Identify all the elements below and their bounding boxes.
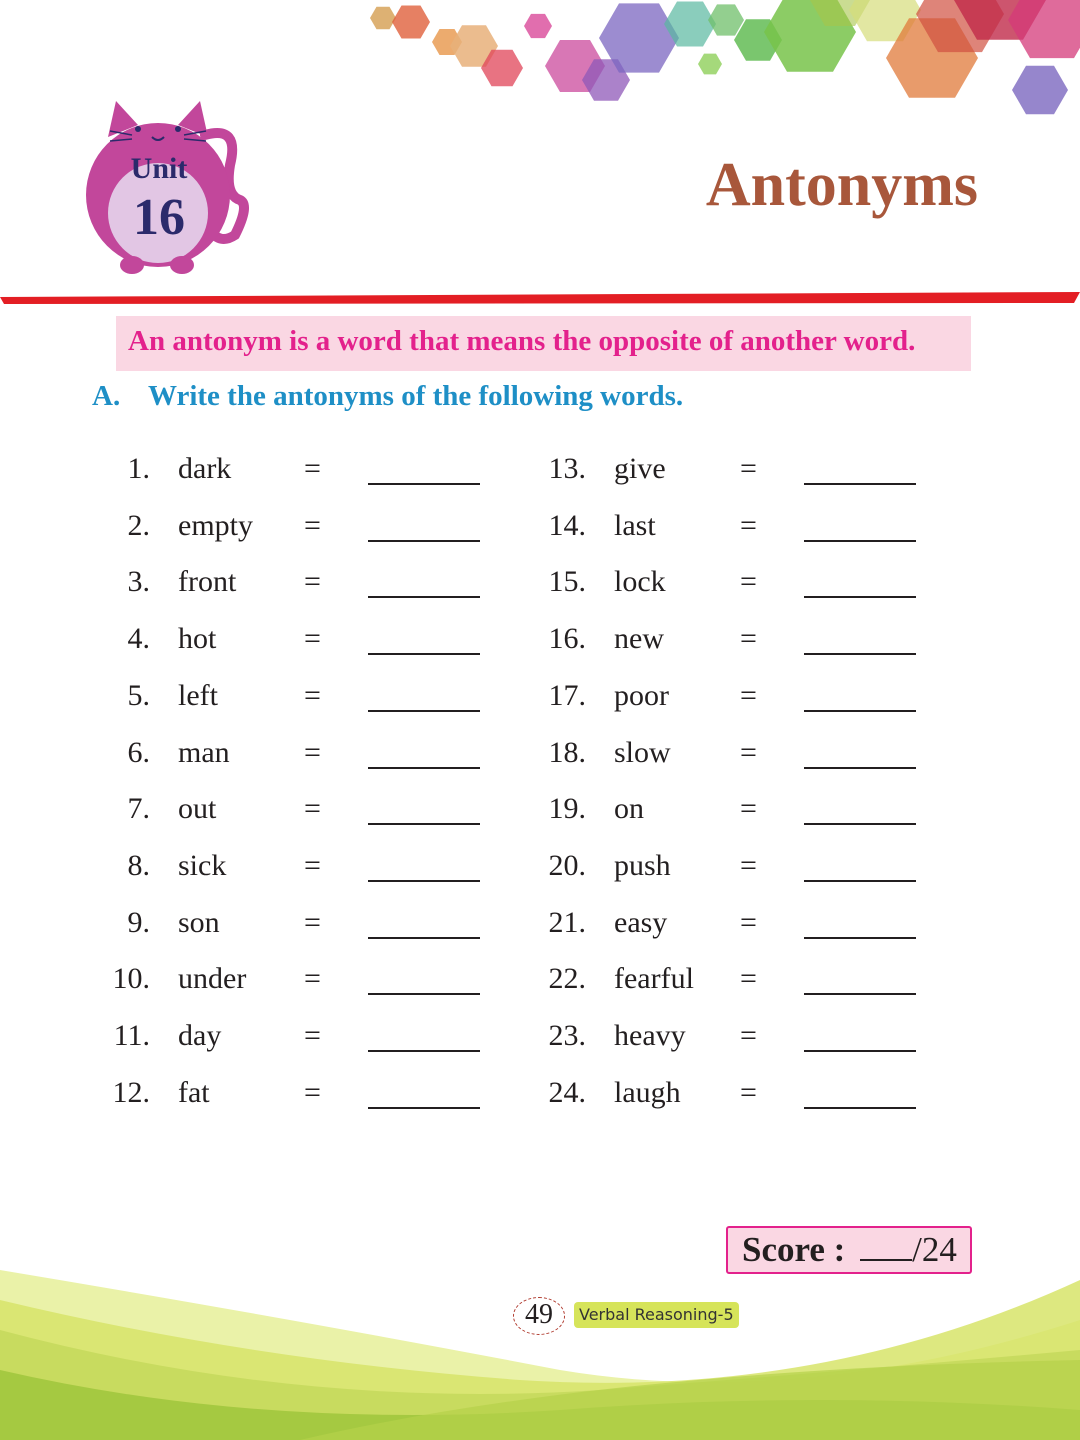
answer-blank[interactable] bbox=[368, 993, 480, 995]
hexagon-shape bbox=[392, 6, 430, 39]
item-number: 6. bbox=[127, 735, 150, 769]
item-number: 21. bbox=[548, 905, 586, 939]
instruction-text: Write the antonyms of the following words. bbox=[148, 380, 684, 412]
item-number: 24. bbox=[548, 1075, 586, 1109]
equals-sign: = bbox=[740, 508, 757, 542]
item-word: hot bbox=[178, 622, 217, 656]
equals-sign: = bbox=[740, 565, 757, 599]
item-number: 7. bbox=[127, 792, 150, 826]
equals-sign: = bbox=[304, 1075, 321, 1109]
item-word: man bbox=[178, 735, 230, 769]
answer-blank[interactable] bbox=[804, 1050, 916, 1052]
item-word: push bbox=[614, 848, 671, 882]
equals-sign: = bbox=[740, 962, 757, 996]
item-word: fearful bbox=[614, 962, 694, 996]
item-number: 14. bbox=[548, 508, 586, 542]
item-word: under bbox=[178, 962, 247, 996]
wave-decor bbox=[0, 1260, 1080, 1440]
item-word: lock bbox=[614, 565, 666, 599]
hexagon-shape bbox=[708, 4, 744, 35]
item-number: 8. bbox=[127, 848, 150, 882]
answer-blank[interactable] bbox=[368, 823, 480, 825]
equals-sign: = bbox=[740, 905, 757, 939]
equals-sign: = bbox=[304, 792, 321, 826]
item-word: front bbox=[178, 565, 237, 599]
equals-sign: = bbox=[740, 678, 757, 712]
item-number: 4. bbox=[127, 622, 150, 656]
item-number: 12. bbox=[112, 1075, 150, 1109]
equals-sign: = bbox=[304, 622, 321, 656]
item-number: 13. bbox=[548, 452, 586, 485]
answer-blank[interactable] bbox=[804, 653, 916, 655]
equals-sign: = bbox=[304, 508, 321, 542]
item-number: 5. bbox=[127, 678, 150, 712]
book-title: Verbal Reasoning-5 bbox=[574, 1302, 739, 1328]
equals-sign: = bbox=[304, 1019, 321, 1052]
page-title: Antonyms bbox=[705, 151, 978, 219]
item-word: on bbox=[614, 792, 644, 826]
item-word: sick bbox=[178, 848, 227, 882]
item-number: 20. bbox=[548, 848, 586, 882]
item-number: 3. bbox=[127, 565, 150, 599]
equals-sign: = bbox=[304, 905, 321, 939]
equals-sign: = bbox=[304, 962, 321, 996]
item-word: fat bbox=[178, 1075, 210, 1109]
answer-blank[interactable] bbox=[368, 596, 480, 598]
item-word: son bbox=[178, 905, 220, 939]
answer-blank[interactable] bbox=[804, 880, 916, 882]
equals-sign: = bbox=[740, 452, 757, 485]
equals-sign: = bbox=[304, 565, 321, 599]
answer-blank[interactable] bbox=[804, 937, 916, 939]
item-word: easy bbox=[614, 905, 668, 939]
answer-blank[interactable] bbox=[804, 993, 916, 995]
item-word: left bbox=[178, 678, 218, 712]
answer-blank[interactable] bbox=[368, 1050, 480, 1052]
item-number: 11. bbox=[113, 1019, 150, 1052]
score-blank[interactable] bbox=[860, 1229, 912, 1261]
divider-line bbox=[0, 292, 1080, 308]
item-number: 19. bbox=[548, 792, 586, 826]
equals-sign: = bbox=[740, 1075, 757, 1109]
answer-blank[interactable] bbox=[804, 596, 916, 598]
item-word: day bbox=[178, 1019, 222, 1052]
item-word: out bbox=[178, 792, 217, 826]
item-word: empty bbox=[178, 508, 253, 542]
answer-blank[interactable] bbox=[368, 483, 480, 485]
page-number: 49 bbox=[513, 1297, 565, 1335]
definition-box: An antonym is a word that means the opposite of another word. bbox=[116, 316, 971, 371]
item-number: 10. bbox=[112, 962, 150, 996]
item-number: 16. bbox=[548, 622, 586, 656]
answer-blank[interactable] bbox=[804, 823, 916, 825]
item-number: 17. bbox=[548, 678, 586, 712]
answer-blank[interactable] bbox=[804, 710, 916, 712]
unit-number: 16 bbox=[133, 189, 185, 246]
equals-sign: = bbox=[740, 1019, 757, 1052]
answer-blank[interactable] bbox=[368, 937, 480, 939]
score-total: /24 bbox=[912, 1230, 957, 1269]
equals-sign: = bbox=[740, 848, 757, 882]
equals-sign: = bbox=[304, 452, 321, 485]
equals-sign: = bbox=[740, 792, 757, 826]
equals-sign: = bbox=[740, 622, 757, 656]
answer-blank[interactable] bbox=[804, 483, 916, 485]
unit-label: Unit bbox=[130, 152, 188, 185]
answer-blank[interactable] bbox=[368, 653, 480, 655]
item-number: 18. bbox=[548, 735, 586, 769]
section-letter: A. bbox=[92, 380, 121, 412]
equals-sign: = bbox=[304, 678, 321, 712]
equals-sign: = bbox=[740, 735, 757, 769]
item-word: poor bbox=[614, 678, 669, 712]
answer-blank[interactable] bbox=[368, 710, 480, 712]
item-word: laugh bbox=[614, 1075, 681, 1109]
item-number: 2. bbox=[127, 508, 150, 542]
hexagon-shape bbox=[370, 7, 396, 30]
answer-blank[interactable] bbox=[804, 767, 916, 769]
hexagon-shape bbox=[524, 14, 552, 38]
item-number: 15. bbox=[548, 565, 586, 599]
item-word: new bbox=[614, 622, 664, 656]
equals-sign: = bbox=[304, 848, 321, 882]
hexagon-shape bbox=[698, 54, 722, 75]
item-word: give bbox=[614, 452, 666, 485]
hexagon-shape bbox=[1008, 0, 1080, 58]
answer-blank[interactable] bbox=[804, 1107, 916, 1109]
equals-sign: = bbox=[304, 735, 321, 769]
answer-blank[interactable] bbox=[804, 540, 916, 542]
item-number: 22. bbox=[548, 962, 586, 996]
answer-blank[interactable] bbox=[368, 1107, 480, 1109]
item-number: 23. bbox=[548, 1019, 586, 1052]
item-word: heavy bbox=[614, 1019, 686, 1052]
item-word: last bbox=[614, 508, 656, 542]
answer-blank[interactable] bbox=[368, 880, 480, 882]
item-number: 1. bbox=[127, 452, 150, 485]
section-instruction bbox=[92, 380, 683, 413]
answer-blank[interactable] bbox=[368, 767, 480, 769]
item-word: dark bbox=[178, 452, 232, 485]
answer-blank[interactable] bbox=[368, 540, 480, 542]
score-label: Score : bbox=[742, 1230, 846, 1269]
hexagon-shape bbox=[1012, 66, 1068, 114]
item-number: 9. bbox=[127, 905, 150, 939]
item-word: slow bbox=[614, 735, 671, 769]
